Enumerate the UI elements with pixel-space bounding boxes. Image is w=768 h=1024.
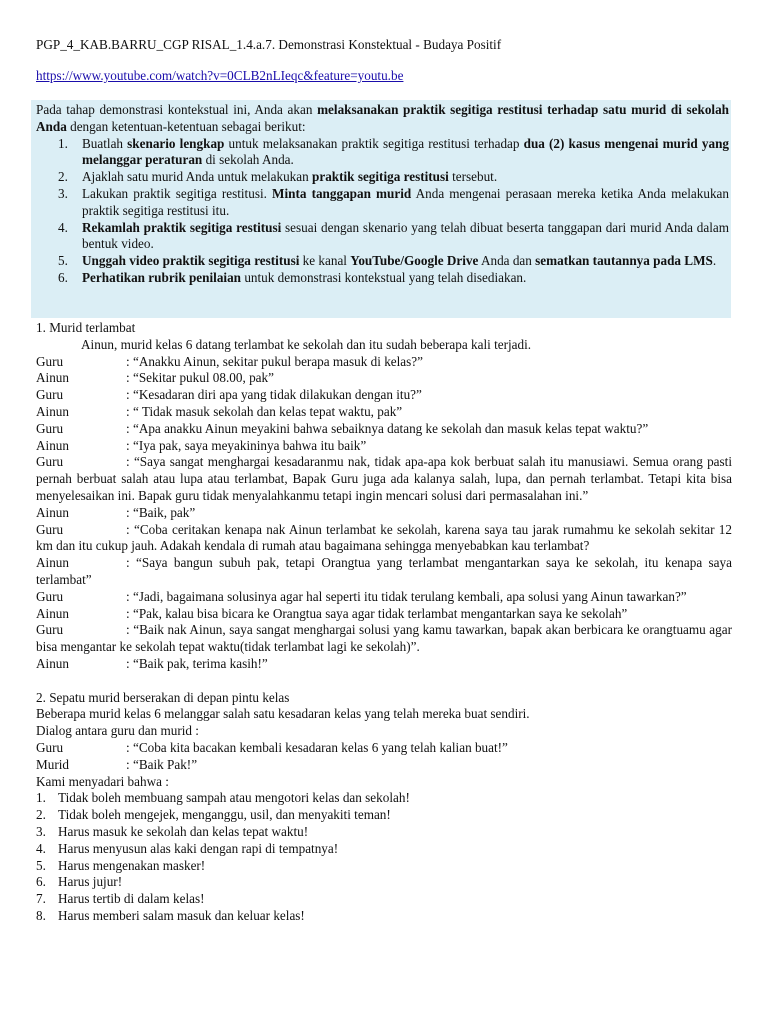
list-item: 1. Tidak boleh membuang sampah atau mengotori kelas dan sekolah! <box>36 790 410 806</box>
dialog-line: Guru : “Coba kita bacakan kembali kesadaran kelas 6 yang telah kalian buat!” <box>36 739 508 755</box>
list-item: 3. Harus masuk ke sekolah dan kelas tepat waktu! <box>36 823 309 839</box>
instructions-intro: Pada tahap demonstrasi kontekstual ini, Anda akan melaksanakan praktik segitiga restitusi terhadap satu murid di sekolah Anda dengan ketentuan-ketentuan sebagai berikut: <box>36 102 729 134</box>
case2-context: Beberapa murid kelas 6 melanggar salah satu kesadaran kelas yang telah mereka buat sendiri. <box>36 706 530 722</box>
dialog-line: Ainun : “Pak, kalau bisa bicara ke Orangtua saya agar tidak terlambat mengantarkan saya ke sekolah” <box>36 605 628 621</box>
instructions-box <box>31 100 731 318</box>
instruction-item: 3. Lakukan praktik segitiga restitusi. Minta tanggapan murid Anda mengenai perasaan mereka ketika Anda melakukan praktik segitiga restitusi itu. <box>58 185 729 218</box>
instruction-item: 2. Ajaklah satu murid Anda untuk melakukan praktik segitiga restitusi tersebut. <box>58 169 498 185</box>
instructions-list <box>36 136 729 287</box>
case2-dialog-intro: Dialog antara guru dan murid : <box>36 723 199 739</box>
document-body <box>36 320 732 925</box>
list-item: 7. Harus tertib di dalam kelas! <box>36 891 205 907</box>
dialog-line: Ainun : “Saya bangun subuh pak, tetapi Orangtua yang terlambat mengantarkan saya ke sekolah, itu kenapa saya terlambat” <box>36 555 732 587</box>
dialog-line: Murid : “Baik Pak!” <box>36 756 198 772</box>
dialog-line: Guru : “Anakku Ainun, sekitar pukul berapa masuk di kelas?” <box>36 353 424 369</box>
list-item: 4. Harus menyusun alas kaki dengan rapi di tempatnya! <box>36 840 339 856</box>
instruction-item: 1. Buatlah skenario lengkap untuk melaksanakan praktik segitiga restitusi terhadap dua (2) kasus mengenai murid yang melanggar peraturan di sekolah Anda. <box>58 135 730 168</box>
dialog-line: Ainun : “Baik, pak” <box>36 504 196 520</box>
class-agreement-list <box>36 790 732 924</box>
case2-dialog <box>36 740 732 774</box>
dialog-line: Ainun : “Iya pak, saya meyakininya bahwa itu baik” <box>36 437 367 453</box>
dialog-line: Guru : “Saya sangat menghargai kesadaranmu nak, tidak apa-apa kok berbuat salah itu manusiawi. Semua orang pasti pernah berbuat salah atau lupa atau terlambat, Bapak Guru juga ada kalanya salah, lupa, dan pernah terlambat. Tetapi kita bisa menyelesaikan ini. Bapak guru tidak menyalahkanmu tetapi ingin mencari solusi dari permasalahan ini.” <box>36 454 732 503</box>
section-gap <box>36 673 732 690</box>
case1-dialog <box>36 354 732 673</box>
dialog-line: Guru : “Jadi, bagaimana solusinya agar hal seperti itu tidak terulang kembali, apa solusi yang Ainun tawarkan?” <box>36 588 687 604</box>
list-item: 8. Harus memberi salam masuk dan keluar kelas! <box>36 907 305 923</box>
dialog-line: Guru : “Coba ceritakan kenapa nak Ainun terlambat ke sekolah, karena saya tau jarak rumahmu ke sekolah sekitar 12 km dan itu cukup jauh. Adakah kendala di rumah atau bagaimana sehingga menyebabkan kau terlambat? <box>36 521 732 554</box>
list-item: 5. Harus mengenakan masker! <box>36 857 206 873</box>
dialog-line: Guru : “Kesadaran diri apa yang tidak dilakukan dengan itu?” <box>36 387 422 403</box>
instruction-item: 6. Perhatikan rubrik penilaian untuk demonstrasi kontekstual yang telah disediakan. <box>58 269 527 285</box>
dialog-line: Ainun : “Baik pak, terima kasih!” <box>36 655 268 671</box>
case2-heading: 2. Sepatu murid berserakan di depan pintu kelas <box>36 689 290 705</box>
list-item: 6. Harus jujur! <box>36 874 123 890</box>
youtube-link[interactable]: https://www.youtube.com/watch?v=0CLB2nLIeqc&feature=youtu.be <box>36 68 404 83</box>
instruction-item: 4. Rekamlah praktik segitiga restitusi sesuai dengan skenario yang telah dibuat beserta tanggapan dari murid Anda dalam bentuk video. <box>58 219 729 252</box>
dialog-line: Ainun : “Sekitar pukul 08.00, pak” <box>36 370 274 386</box>
case1-context: Ainun, murid kelas 6 datang terlambat ke sekolah dan itu sudah beberapa kali terjadi. <box>81 336 532 352</box>
case2-list-intro: Kami menyadari bahwa : <box>36 773 169 789</box>
dialog-line: Guru : “Apa anakku Ainun meyakini bahwa sebaiknya datang ke sekolah dan masuk kelas tepat waktu?” <box>36 420 649 436</box>
instruction-item: 5. Unggah video praktik segitiga restitusi ke kanal YouTube/Google Drive Anda dan sematkan tautannya pada LMS. <box>58 253 717 269</box>
dialog-line: Ainun : “ Tidak masuk sekolah dan kelas tepat waktu, pak” <box>36 403 403 419</box>
list-item: 2. Tidak boleh mengejek, menganggu, usil, dan menyakiti teman! <box>36 807 391 823</box>
case1-heading: 1. Murid terlambat <box>36 320 136 335</box>
document-title: PGP_4_KAB.BARRU_CGP RISAL_1.4.a.7. Demonstrasi Konstektual - Budaya Positif <box>36 37 502 52</box>
dialog-line: Guru : “Baik nak Ainun, saya sangat menghargai solusi yang kamu tawarkan, bapak akan berbicara ke orangtuamu agar bisa mengantar ke sekolah tepat waktu(tidak terlambat lagi ke sekolah)”. <box>36 622 732 655</box>
